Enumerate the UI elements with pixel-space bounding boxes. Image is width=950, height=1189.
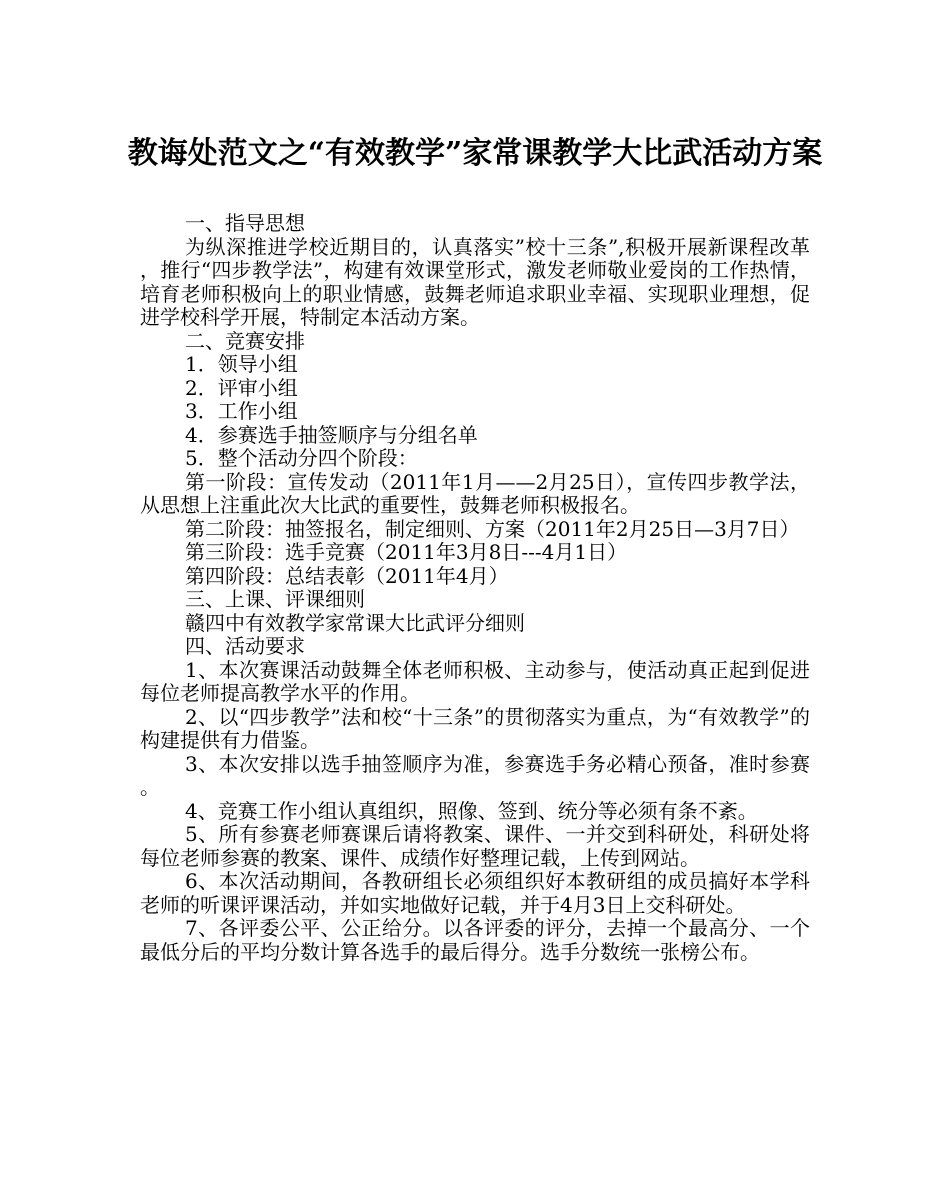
requirement-5: 5、所有参赛老师赛课后请将教案、课件、一并交到科研处，科研处将每位老师参赛的教案、课件、成绩作好整理记载，上传到网站。	[140, 822, 810, 870]
scoring-rules-title: 赣四中有效教学家常课大比武评分细则	[185, 610, 525, 635]
list-item-review-group: 2．评审小组	[185, 375, 298, 400]
list-item-four-stages: 5．整个活动分四个阶段：	[185, 446, 418, 470]
stage-three: 第三阶段：选手竞赛（2011年3月8日---4月1日）	[185, 540, 628, 564]
requirement-4: 4、竞赛工作小组认真组织，照像、签到、统分等必须有条不紊。	[185, 798, 758, 823]
stage-two: 第二阶段：抽签报名，制定细则、方案（2011年2月25日—3月7日）	[185, 516, 800, 541]
list-item-draw-order: 4．参赛选手抽签顺序与分组名单	[185, 422, 478, 447]
paragraph-guiding-thought: 为纵深推进学校近期目的，认真落实”校十三条”,积极开展新课程改革，推行“四步教学法”，构建有效课堂形式，激发老师敬业爱岗的工作热情，培育老师积极向上的职业情感，鼓舞老师追求职业幸福、实现职业理想，促进学校科学开展，特制定本活动方案。	[140, 234, 810, 329]
requirement-6: 6、本次活动期间，各教研组长必须组织好本教研组的成员搞好本学科老师的听课评课活动，并如实地做好记载，并于4月3日上交科研处。	[140, 869, 810, 917]
document-title: 教诲处范文之“有效教学”家常课教学大比武活动方案	[127, 136, 823, 171]
heading-competition-arrangement: 二、竞赛安排	[185, 328, 305, 353]
stage-four: 第四阶段：总结表彰（2011年4月）	[185, 563, 509, 588]
list-item-leadership-group: 1．领导小组	[185, 352, 298, 376]
heading-lesson-rules: 三、上课、评课细则	[185, 587, 365, 611]
requirement-7: 7、各评委公平、公正给分。以各评委的评分，去掉一个最高分、一个最低分后的平均分数计算各选手的最后得分。选手分数统一张榜公布。	[140, 916, 810, 964]
requirement-1: 1、本次赛课活动鼓舞全体老师积极、主动参与，使活动真正起到促进每位老师提高教学水平的作用。	[140, 657, 810, 705]
document-body	[140, 212, 810, 964]
heading-guiding-thought: 一、指导思想	[185, 211, 305, 235]
list-item-work-group: 3．工作小组	[185, 399, 298, 423]
heading-activity-requirements: 四、活动要求	[185, 634, 305, 658]
requirement-3: 3、本次安排以选手抽签顺序为准，参赛选手务必精心预备，准时参赛。	[140, 751, 810, 799]
stage-one: 第一阶段：宣传发动（2011年1月——2月25日），宣传四步教学法，从思想上注重此次大比武的重要性，鼓舞老师积极报名。	[140, 469, 810, 517]
requirement-2: 2、以“四步教学”法和校“十三条”的贯彻落实为重点，为“有效教学”的构建提供有力借鉴。	[140, 704, 810, 752]
